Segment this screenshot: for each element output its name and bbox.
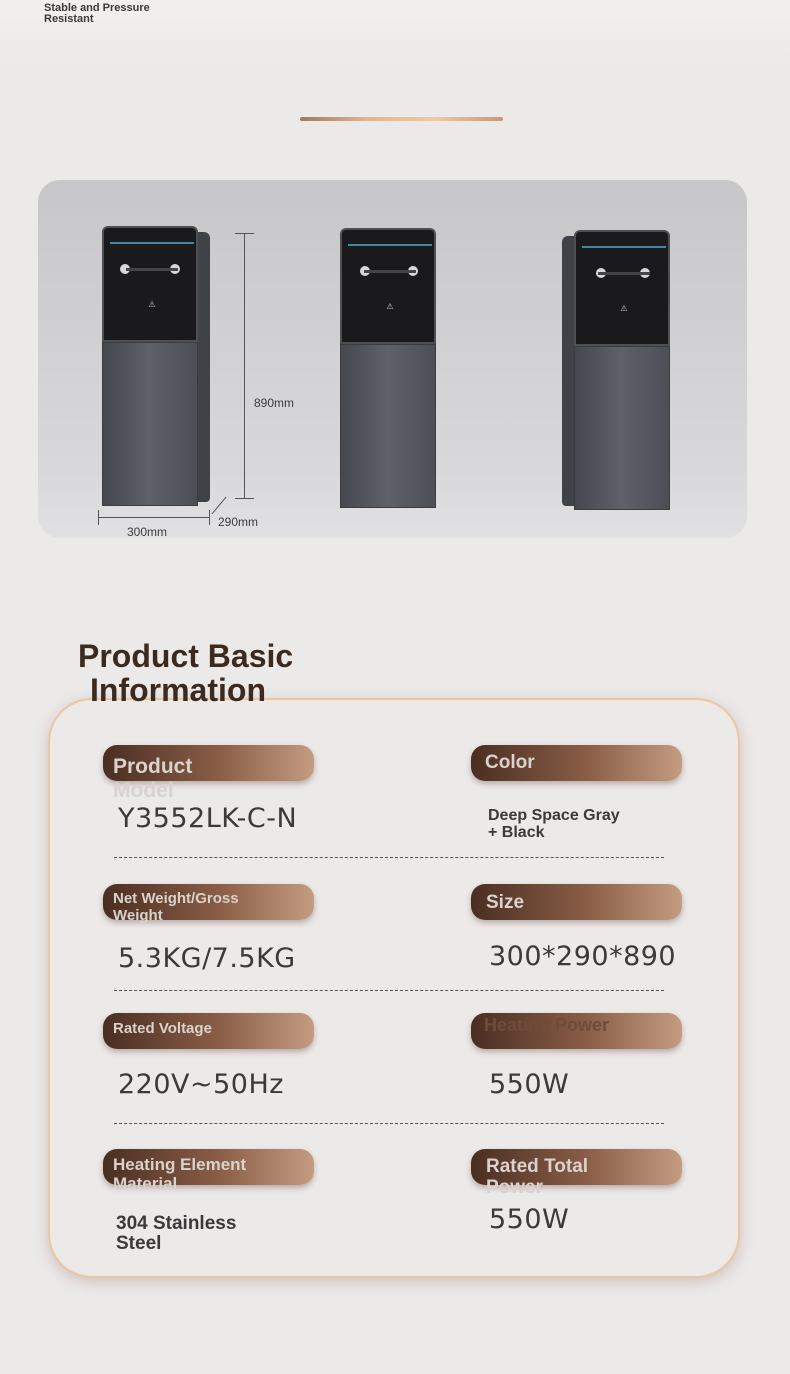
spec-label-rated-voltage: Rated Voltage (113, 1020, 212, 1037)
row-divider (114, 990, 664, 991)
height-dimension-line (244, 233, 245, 499)
spec-label-heating-power: Heating Power (484, 1015, 610, 1035)
spec-value-product-model: Y3552LK-C-N (118, 803, 298, 834)
spec-label-rated-total-power: Rated Total Power (486, 1156, 589, 1198)
accent-divider (300, 117, 503, 121)
spec-label-product-model: Product Model (113, 755, 193, 802)
spec-value-color: Deep Space Gray + Black (488, 807, 620, 841)
dispenser-cabinet (574, 346, 670, 510)
water-dispenser-front-right (574, 230, 670, 510)
width-dimension-line (98, 517, 210, 518)
spec-value-rated-voltage: 220V~50Hz (118, 1069, 284, 1100)
height-dimension-label: 890mm (254, 396, 295, 410)
product-photo (38, 180, 747, 538)
water-dispenser-front (340, 228, 436, 508)
depth-dimension-label: 290mm (218, 515, 259, 529)
row-divider (114, 857, 664, 858)
row-divider (114, 1123, 664, 1124)
spec-label-heating-element: Heating Element Material (113, 1155, 247, 1193)
dispenser-cabinet (340, 344, 436, 508)
tagline: Stable and Pressure Resistant (44, 2, 150, 25)
dispenser-side-panel (196, 232, 210, 502)
dispenser-control-panel: ⚠ (340, 228, 436, 344)
spec-label-weight: Net Weight/Gross Weight (113, 890, 239, 924)
spec-value-size: 300*290*890 (489, 941, 677, 972)
spec-value-heating-element: 304 Stainless Steel (116, 1213, 237, 1254)
spec-label-color: Color (485, 752, 535, 773)
section-title-line-1: Product Basic (78, 638, 294, 674)
spec-value-heating-power: 550W (489, 1069, 570, 1100)
width-dimension-label: 300mm (127, 525, 168, 538)
spec-value-rated-total-power: 550W (489, 1204, 570, 1235)
dispenser-control-panel: ⚠ (574, 230, 670, 346)
spec-label-size: Size (486, 892, 525, 913)
section-title-line-2: Information (90, 672, 266, 708)
dispenser-cabinet (102, 342, 198, 506)
water-dispenser-front-left (102, 226, 198, 506)
section-title (78, 639, 293, 707)
spec-value-weight: 5.3KG/7.5KG (118, 943, 296, 974)
dispenser-control-panel: ⚠ (102, 226, 198, 342)
